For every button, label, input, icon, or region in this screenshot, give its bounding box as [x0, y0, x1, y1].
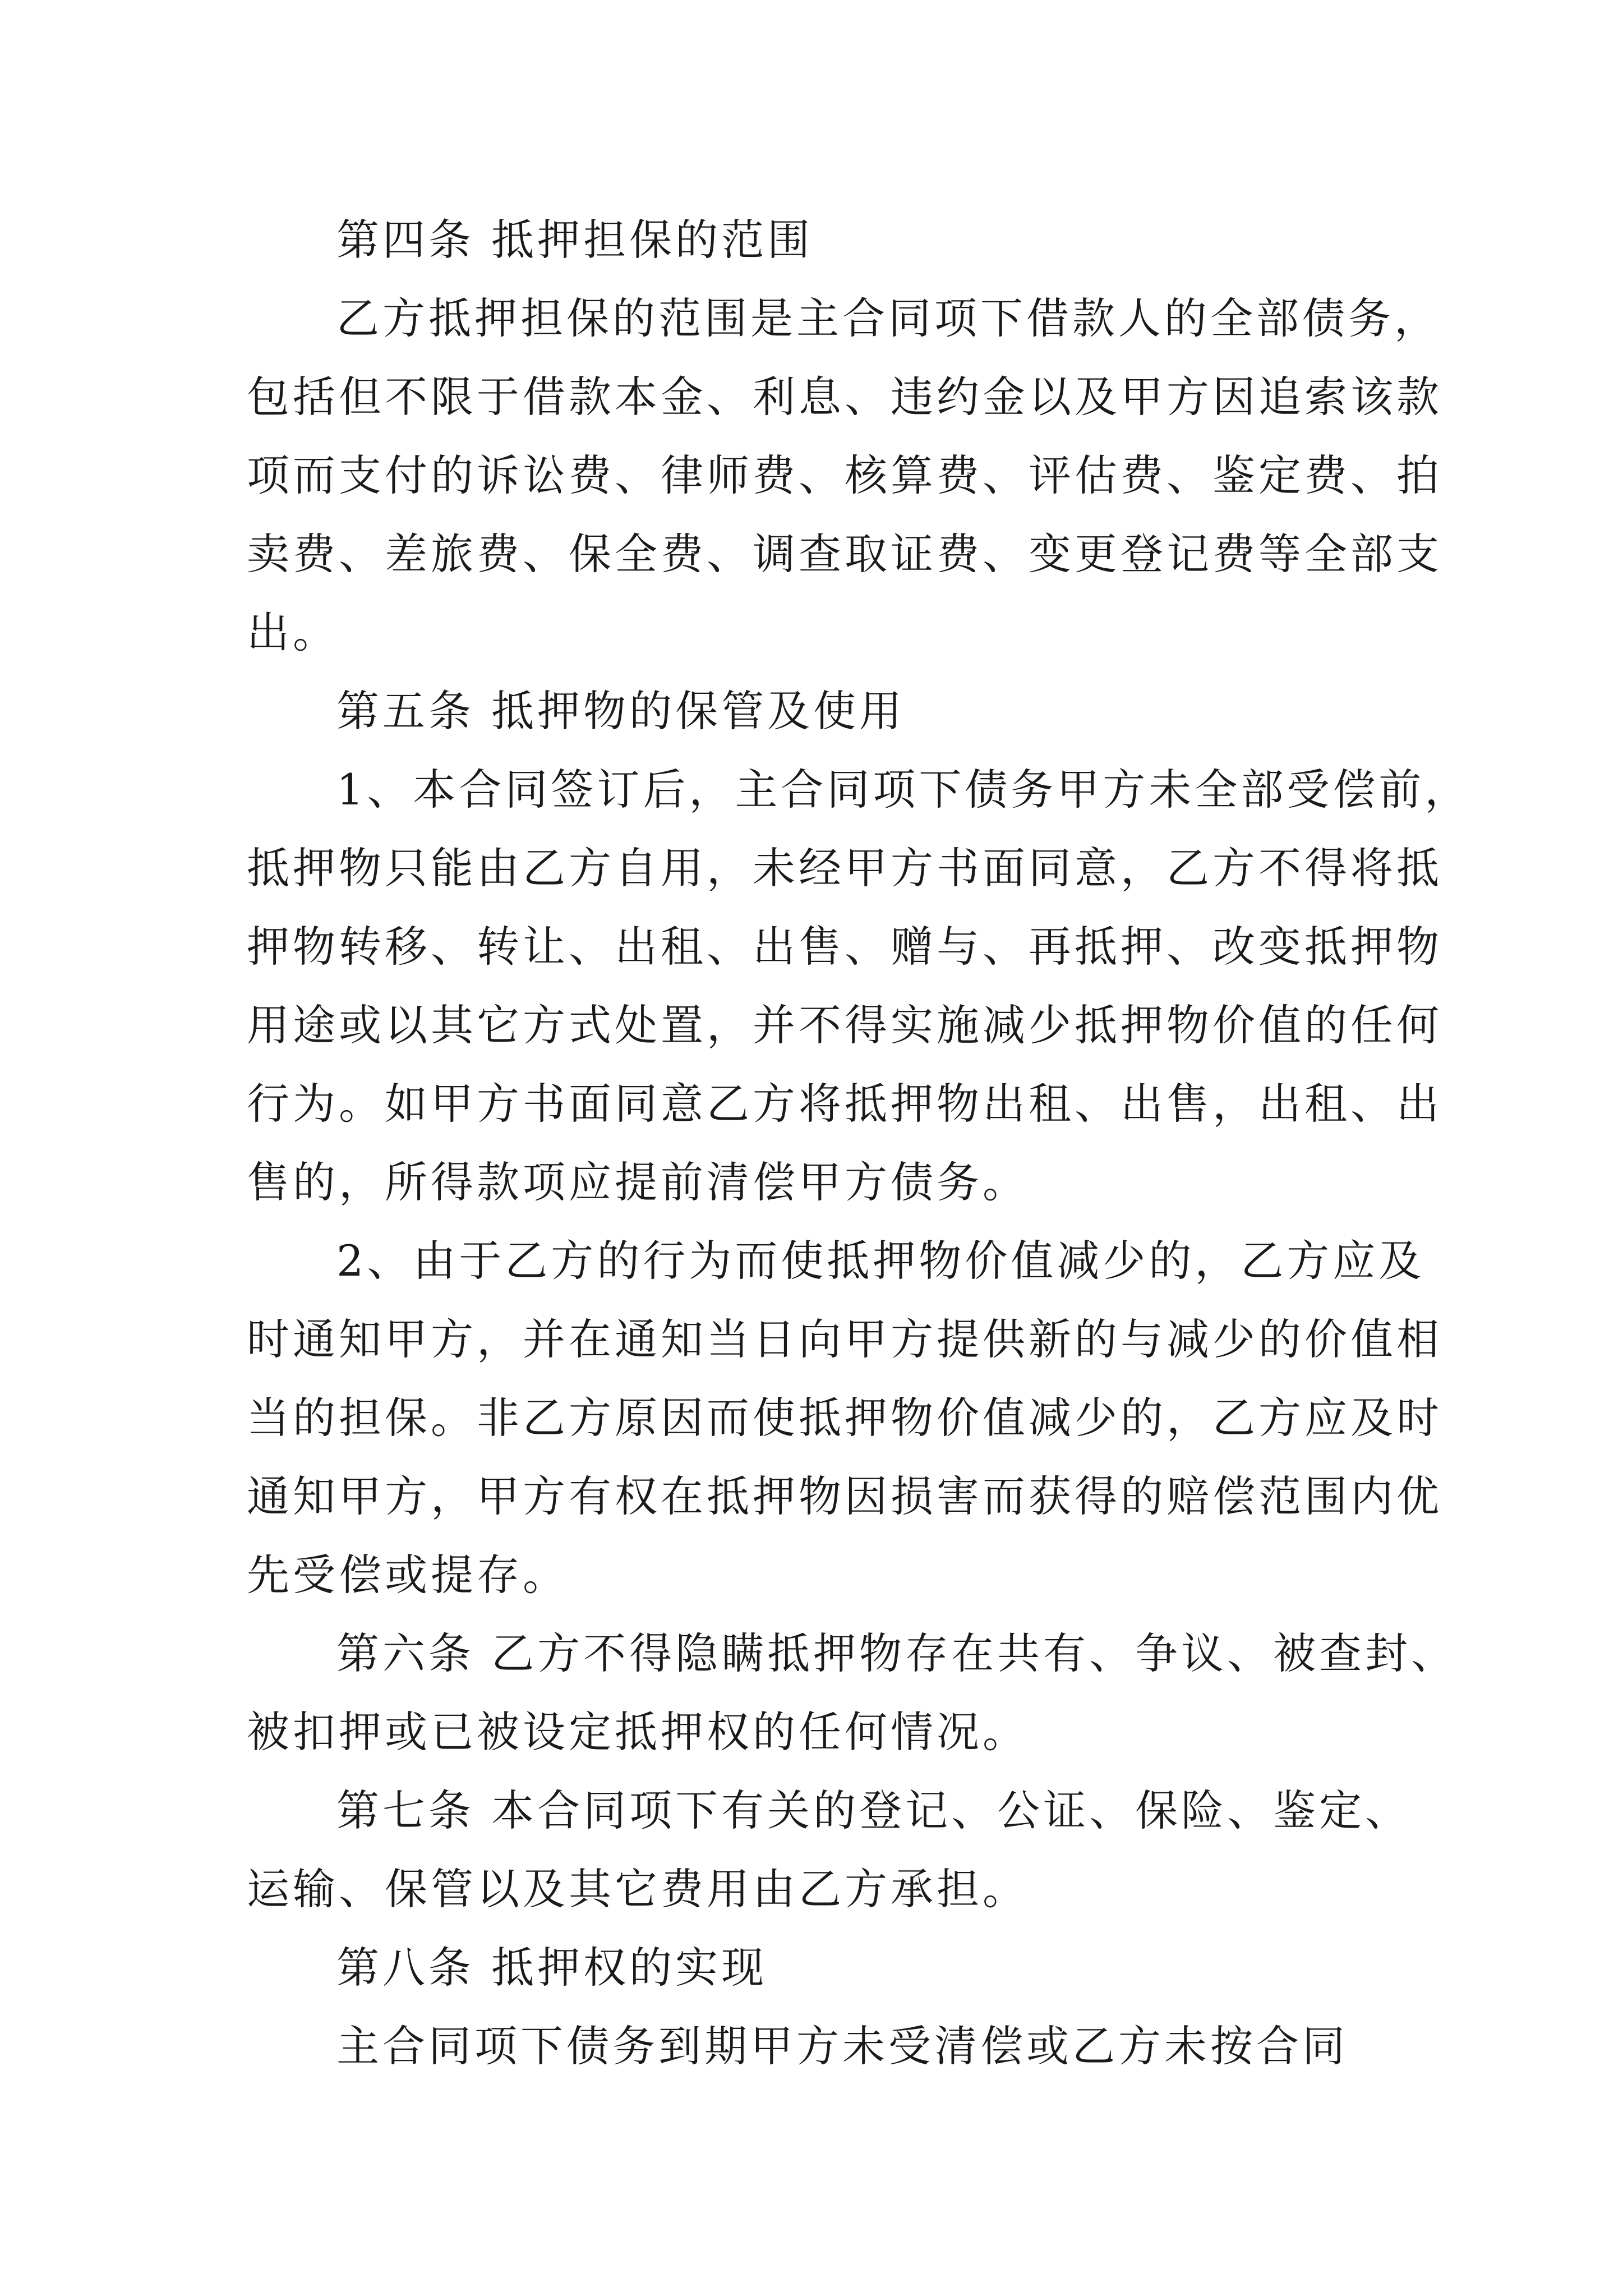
paragraph-line: 卖费、差旅费、保全费、调查取证费、变更登记费等全部支 — [247, 529, 1442, 579]
paragraph-line: 当的担保。非乙方原因而使抵押物价值减少的，乙方应及时 — [247, 1393, 1442, 1443]
paragraph-line: 运输、保管以及其它费用由乙方承担。 — [247, 1864, 1029, 1914]
paragraph-line: 押物转移、转让、出租、出售、赠与、再抵押、改变抵押物 — [247, 922, 1442, 972]
paragraph-line: 主合同项下债务到期甲方未受清偿或乙方未按合同 — [336, 2021, 1348, 2071]
paragraph-line: 抵押物只能由乙方自用，未经甲方书面同意，乙方不得将抵 — [247, 843, 1442, 893]
paragraph-line: 项而支付的诉讼费、律师费、核算费、评估费、鉴定费、拍 — [247, 450, 1442, 500]
paragraph-line: 乙方抵押担保的范围是主合同项下借款人的全部债务， — [336, 293, 1440, 343]
paragraph-line: 行为。如甲方书面同意乙方将抵押物出租、出售，出租、出 — [247, 1079, 1442, 1129]
article-6-line: 第六条 乙方不得隐瞒抵押物存在共有、争议、被查封、 — [336, 1628, 1458, 1678]
article-5-heading: 第五条 抵押物的保管及使用 — [336, 686, 906, 736]
paragraph-line: 先受偿或提存。 — [247, 1550, 569, 1600]
paragraph-line: 通知甲方，甲方有权在抵押物因损害而获得的赔偿范围内优 — [247, 1471, 1442, 1521]
article-7-line: 第七条 本合同项下有关的登记、公证、保险、鉴定、 — [336, 1786, 1412, 1835]
paragraph-line: 用途或以其它方式处置，并不得实施减少抵押物价值的任何 — [247, 1000, 1442, 1050]
paragraph-line: 出。 — [247, 608, 339, 657]
paragraph-line: 时通知甲方，并在通知当日向甲方提供新的与减少的价值相 — [247, 1314, 1442, 1364]
article-4-heading: 第四条 抵押担保的范围 — [336, 215, 814, 265]
paragraph-line: 售的，所得款项应提前清偿甲方债务。 — [247, 1157, 1029, 1207]
paragraph-line: 被扣押或已被设定抵押权的任何情况。 — [247, 1707, 1029, 1757]
paragraph-line: 2、由于乙方的行为而使抵押物价值减少的，乙方应及 — [336, 1236, 1425, 1286]
paragraph-line: 1、本合同签订后，主合同项下债务甲方未全部受偿前， — [336, 765, 1471, 815]
paragraph-line: 包括但不限于借款本金、利息、违约金以及甲方因追索该款 — [247, 372, 1442, 422]
article-8-heading: 第八条 抵押权的实现 — [336, 1943, 768, 1993]
